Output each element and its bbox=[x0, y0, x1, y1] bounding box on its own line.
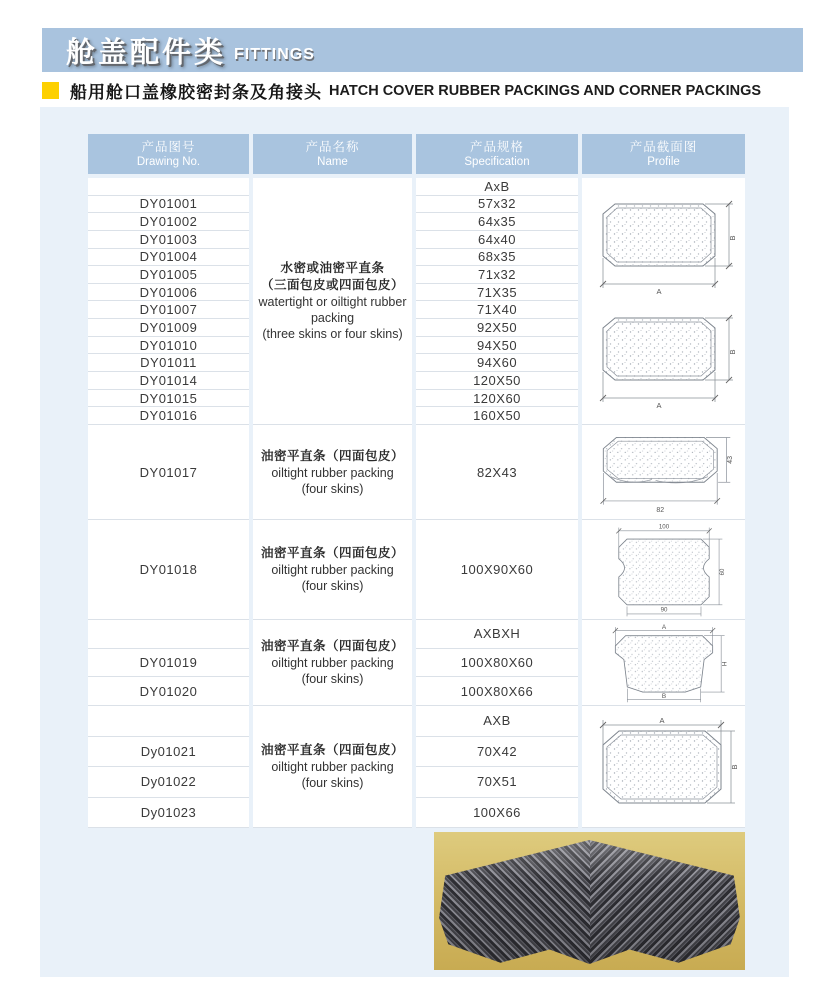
drawing-no-cell: DY01015 bbox=[88, 390, 249, 408]
drawing-no-column bbox=[88, 178, 249, 425]
dim-label: A bbox=[661, 623, 666, 631]
profile-diagram bbox=[589, 715, 739, 819]
yellow-bullet-icon bbox=[42, 82, 59, 99]
dim-label: 60 bbox=[718, 568, 726, 576]
name-cell bbox=[253, 520, 412, 620]
specification-column bbox=[416, 706, 578, 828]
dim-label: B bbox=[727, 235, 737, 241]
drawing-no-cell: DY01005 bbox=[88, 266, 249, 284]
spec-cell: 100X80X66 bbox=[416, 677, 578, 706]
drawing-no-cell: DY01006 bbox=[88, 284, 249, 302]
name-line: （三面包皮或四面包皮） bbox=[260, 278, 404, 292]
dim-label: H bbox=[720, 661, 728, 666]
profile-diagram bbox=[594, 428, 734, 516]
header-en: Profile bbox=[647, 155, 680, 168]
header-en: Name bbox=[317, 155, 348, 168]
drawing-no-cell: DY01017 bbox=[88, 425, 249, 520]
table-group-3 bbox=[88, 520, 745, 620]
name-line: (four skins) bbox=[301, 579, 364, 593]
header-zh: 产品规格 bbox=[469, 139, 524, 154]
spec-cell: 120X50 bbox=[416, 372, 578, 390]
name-line: (four skins) bbox=[301, 672, 364, 686]
name-line: (four skins) bbox=[301, 481, 364, 496]
product-photo bbox=[434, 832, 745, 970]
spec-cell: 64x35 bbox=[416, 213, 578, 231]
spec-cell: 71X40 bbox=[416, 301, 578, 319]
profile-cell bbox=[582, 706, 745, 828]
drawing-no-cell: Dy01021 bbox=[88, 737, 249, 768]
drawing-no-column bbox=[88, 706, 249, 828]
drawing-no-column bbox=[88, 425, 249, 520]
drawing-no-cell: DY01020 bbox=[88, 677, 249, 706]
page-title-banner bbox=[42, 28, 803, 72]
spec-cell: 64x40 bbox=[416, 231, 578, 249]
drawing-no-cell bbox=[88, 620, 249, 649]
spec-cell: 160X50 bbox=[416, 407, 578, 425]
dim-label: B bbox=[727, 349, 737, 355]
name-line: 油密平直条（四面包皮） bbox=[260, 639, 404, 653]
spec-cell: 82X43 bbox=[416, 425, 578, 520]
header-zh: 产品名称 bbox=[305, 139, 360, 154]
header-cell-drawing-no bbox=[88, 134, 249, 174]
drawing-no-cell: DY01016 bbox=[88, 407, 249, 425]
header-cell-name bbox=[253, 134, 412, 174]
spec-cell: 100X90X60 bbox=[416, 520, 578, 620]
profile-diagram-three-skins bbox=[589, 192, 739, 296]
section-title-zh: 船用舱口盖橡胶密封条及角接头 bbox=[70, 83, 322, 102]
spec-cell: 70X42 bbox=[416, 737, 578, 768]
header-en: Drawing No. bbox=[136, 155, 201, 168]
name-line: oiltight rubber packing bbox=[271, 465, 394, 480]
table-header-row bbox=[88, 134, 745, 174]
spec-cell: AxB bbox=[416, 178, 578, 196]
profile-diagram bbox=[600, 622, 728, 704]
specification-column bbox=[416, 425, 578, 520]
dim-label: 90 bbox=[660, 606, 667, 614]
drawing-no-cell: DY01002 bbox=[88, 213, 249, 231]
spec-cell: 94X60 bbox=[416, 354, 578, 372]
header-zh: 产品截面图 bbox=[629, 139, 698, 154]
profile-cell bbox=[582, 620, 745, 706]
drawing-no-cell bbox=[88, 178, 249, 196]
spec-cell: 120X60 bbox=[416, 390, 578, 408]
name-line: oiltight rubber packing bbox=[271, 656, 394, 670]
header-zh: 产品图号 bbox=[141, 139, 196, 154]
drawing-no-column bbox=[88, 620, 249, 706]
name-line: (four skins) bbox=[301, 776, 364, 790]
dim-label: 82 bbox=[655, 507, 664, 515]
section-title-en: HATCH COVER RUBBER PACKINGS AND CORNER PACKINGS bbox=[329, 82, 762, 99]
name-line: watertight or oiltight rubber bbox=[258, 295, 407, 309]
drawing-no-cell: DY01010 bbox=[88, 337, 249, 355]
name-line: 油密平直条（四面包皮） bbox=[260, 546, 404, 560]
drawing-no-cell bbox=[88, 706, 249, 737]
specification-column bbox=[416, 620, 578, 706]
spec-cell: AXB bbox=[416, 706, 578, 737]
drawing-no-cell: DY01011 bbox=[88, 354, 249, 372]
spec-cell: AXBXH bbox=[416, 620, 578, 649]
spec-cell: 71x32 bbox=[416, 266, 578, 284]
rubber-mat-image bbox=[436, 836, 743, 968]
dim-label: B bbox=[729, 763, 739, 770]
drawing-no-cell: DY01004 bbox=[88, 249, 249, 267]
name-cell bbox=[253, 620, 412, 706]
drawing-no-cell: Dy01022 bbox=[88, 767, 249, 798]
table-group-2 bbox=[88, 425, 745, 520]
specification-column bbox=[416, 520, 578, 620]
profile-diagram bbox=[602, 521, 726, 618]
drawing-no-cell: DY01018 bbox=[88, 520, 249, 620]
spec-cell: 68x35 bbox=[416, 249, 578, 267]
dim-label: A bbox=[655, 401, 662, 410]
spec-cell: 71X35 bbox=[416, 284, 578, 302]
profile-diagram-four-skins bbox=[589, 306, 739, 410]
drawing-no-cell: DY01001 bbox=[88, 196, 249, 214]
dim-label: B bbox=[661, 692, 666, 700]
spec-cell: 100X80X60 bbox=[416, 649, 578, 678]
drawing-no-cell: DY01019 bbox=[88, 649, 249, 678]
header-cell-profile bbox=[582, 134, 745, 174]
product-table bbox=[88, 134, 745, 828]
spec-cell: 94X50 bbox=[416, 337, 578, 355]
dim-label: 100 bbox=[658, 523, 669, 531]
dim-label: A bbox=[658, 715, 665, 725]
mat-sheen bbox=[436, 836, 743, 968]
name-line: 水密或油密平直条 bbox=[280, 261, 385, 275]
spec-cell: 92X50 bbox=[416, 319, 578, 337]
dim-label: A bbox=[655, 287, 662, 296]
name-cell bbox=[253, 425, 412, 520]
header-en: Specification bbox=[464, 155, 530, 168]
name-line: (three skins or four skins) bbox=[262, 327, 403, 341]
profile-cell bbox=[582, 178, 745, 425]
page-title-zh: 舱盖配件类 bbox=[66, 36, 227, 69]
name-line: 油密平直条（四面包皮） bbox=[260, 448, 404, 463]
drawing-no-cell: DY01007 bbox=[88, 301, 249, 319]
drawing-no-column bbox=[88, 520, 249, 620]
name-line: 油密平直条（四面包皮） bbox=[260, 743, 404, 757]
specification-column bbox=[416, 178, 578, 425]
drawing-no-cell: DY01003 bbox=[88, 231, 249, 249]
name-cell bbox=[253, 178, 412, 425]
header-cell-specification bbox=[416, 134, 578, 174]
page-title-en: FITTINGS bbox=[234, 46, 315, 63]
name-line: oiltight rubber packing bbox=[271, 760, 394, 774]
table-group-4 bbox=[88, 620, 745, 706]
spec-cell: 100X66 bbox=[416, 798, 578, 829]
table-group-5 bbox=[88, 706, 745, 828]
drawing-no-cell: DY01014 bbox=[88, 372, 249, 390]
name-line: packing bbox=[310, 311, 355, 325]
profile-cell bbox=[582, 425, 745, 520]
dim-label: 43 bbox=[726, 455, 734, 464]
profile-cell bbox=[582, 520, 745, 620]
name-line: oiltight rubber packing bbox=[271, 563, 394, 577]
spec-cell: 70X51 bbox=[416, 767, 578, 798]
spec-cell: 57x32 bbox=[416, 196, 578, 214]
table-group-1 bbox=[88, 178, 745, 425]
section-heading bbox=[42, 78, 761, 103]
name-cell bbox=[253, 706, 412, 828]
drawing-no-cell: DY01009 bbox=[88, 319, 249, 337]
drawing-no-cell: Dy01023 bbox=[88, 798, 249, 829]
